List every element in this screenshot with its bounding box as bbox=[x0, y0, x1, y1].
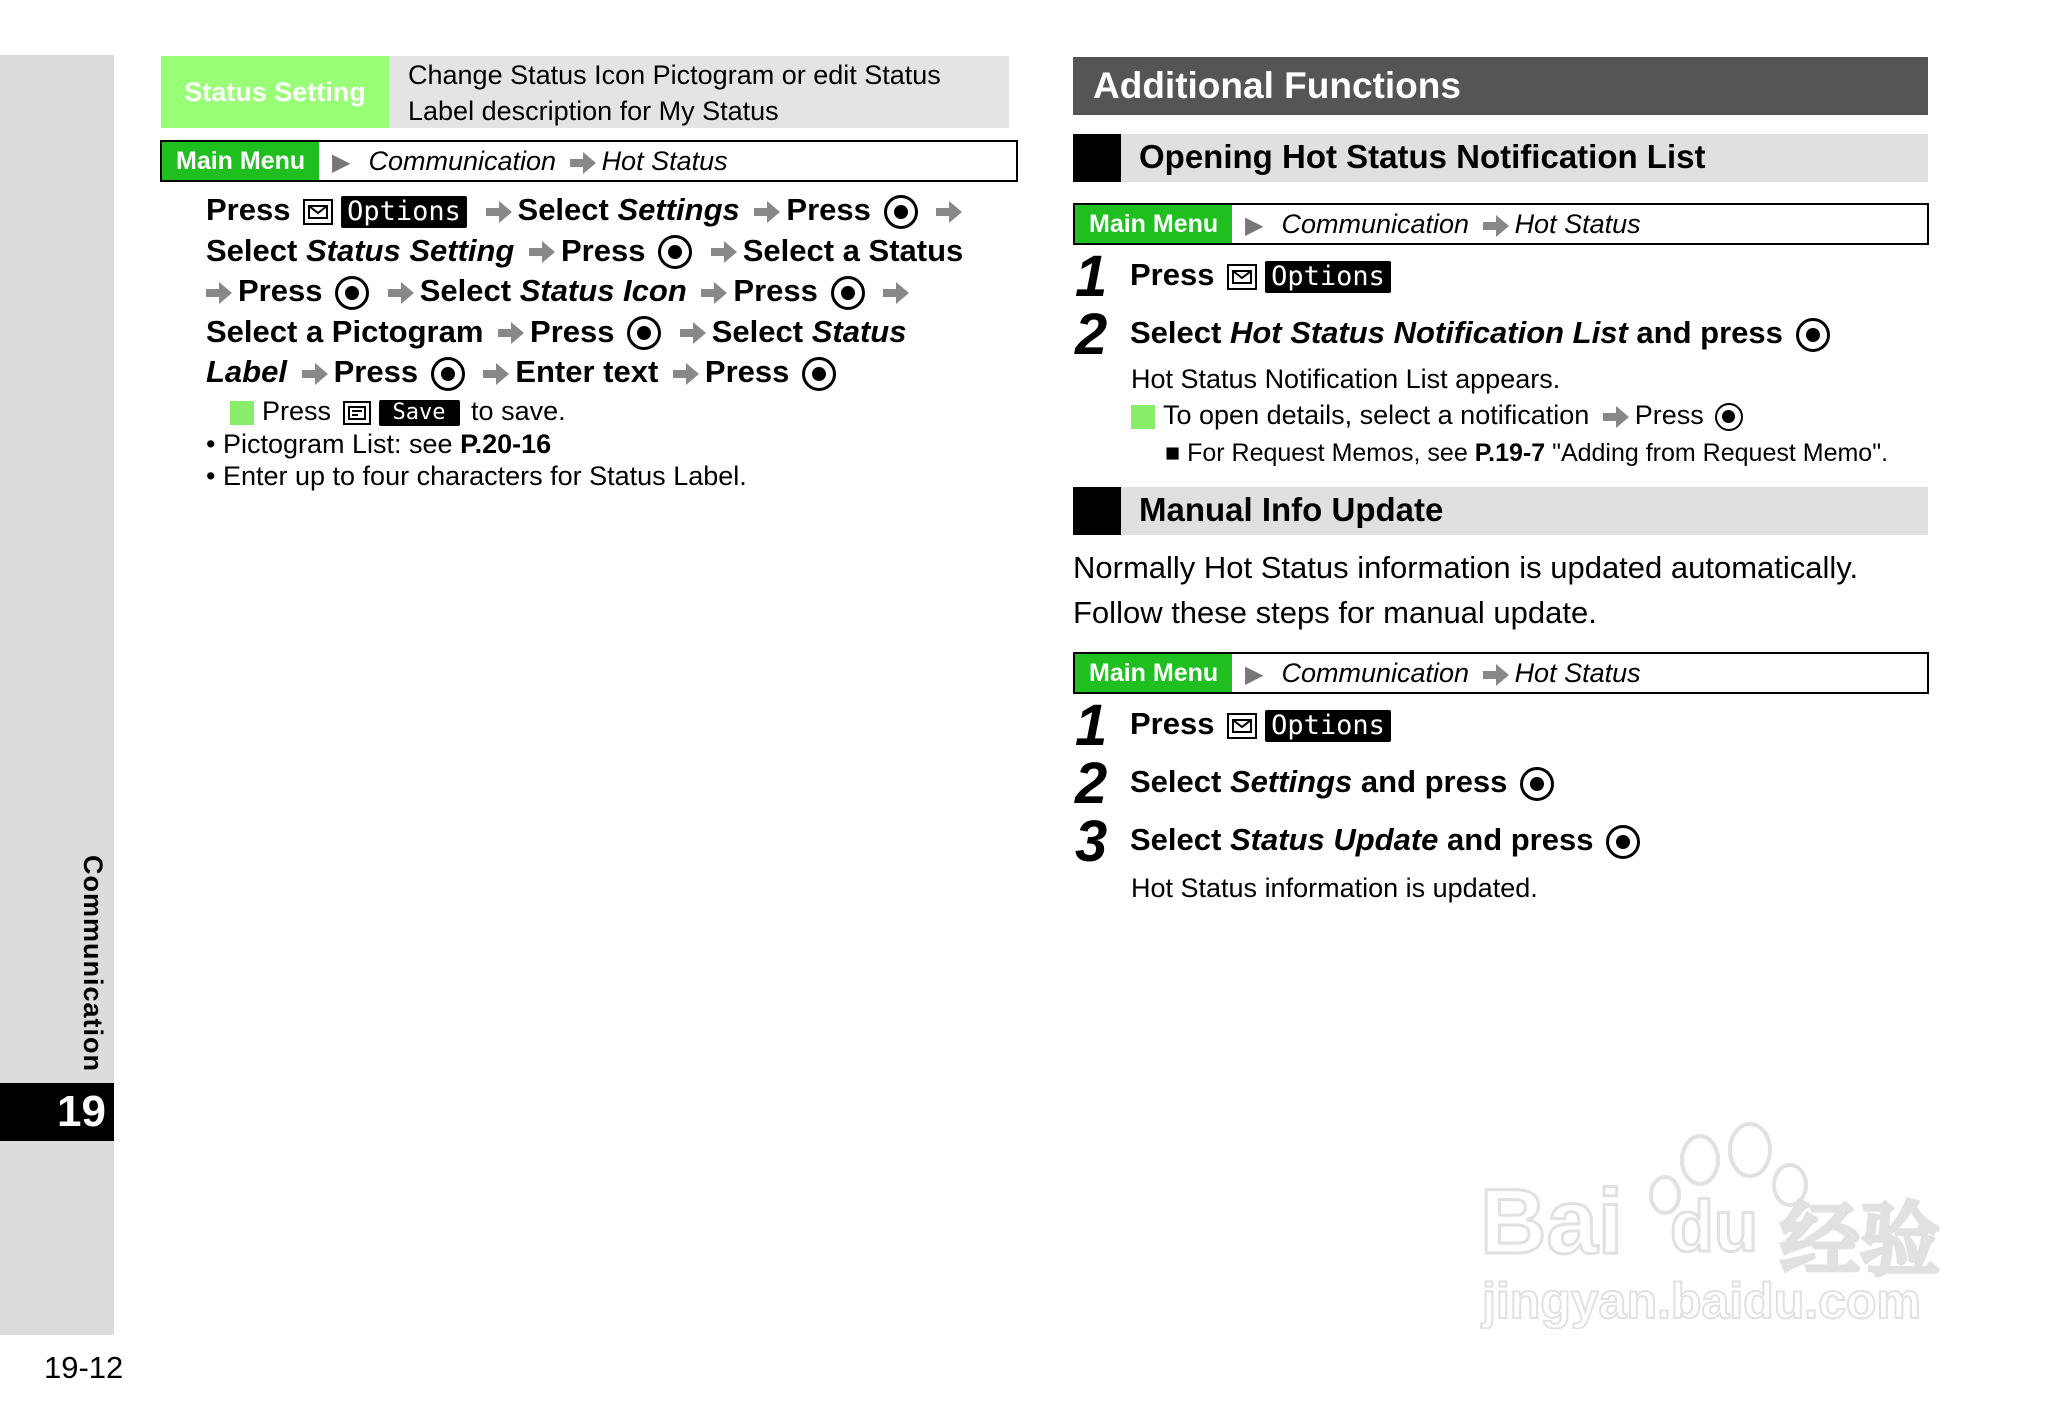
arrow-right-icon bbox=[302, 363, 328, 385]
instruction-line-5: Label Press Enter text Press bbox=[206, 352, 1026, 393]
main-menu-tag: Main Menu bbox=[162, 142, 319, 180]
arrow-right-icon bbox=[883, 282, 909, 304]
center-key-icon bbox=[1796, 318, 1830, 352]
mail-key-icon bbox=[303, 199, 333, 225]
main-menu-tag: Main Menu bbox=[1075, 205, 1232, 243]
manual-update-result: Hot Status information is updated. bbox=[1131, 873, 1538, 903]
options-softkey: Options bbox=[1265, 261, 1391, 293]
save-hint: Press Save to save. bbox=[230, 394, 566, 428]
arrow-right-icon bbox=[498, 322, 524, 344]
watermark-brand: Bai bbox=[1480, 1171, 1624, 1273]
arrow-right-icon bbox=[570, 152, 596, 174]
menu-path: ▶ Communication Hot Status bbox=[332, 146, 728, 176]
arrow-right-icon bbox=[754, 201, 780, 223]
page-number: 19-12 bbox=[44, 1350, 124, 1385]
notification-tip: To open details, select a notification Press bbox=[1131, 398, 1747, 432]
play-triangle-icon: ▶ bbox=[332, 149, 351, 176]
watermark-brand-2: du bbox=[1670, 1187, 1758, 1267]
arrow-right-icon bbox=[529, 241, 555, 263]
center-key-icon bbox=[831, 276, 865, 310]
mail-key-icon bbox=[1227, 264, 1257, 290]
arrow-right-icon bbox=[206, 282, 232, 304]
options-softkey: Options bbox=[1265, 710, 1391, 742]
watermark-url: jingyan.baidu.com bbox=[1482, 1273, 1921, 1329]
status-setting-instructions bbox=[206, 190, 1026, 393]
watermark-cn: 经验 bbox=[1780, 1194, 1940, 1287]
menu-path-bar bbox=[1073, 652, 1929, 694]
center-key-icon bbox=[431, 357, 465, 391]
arrow-right-icon bbox=[936, 201, 962, 223]
center-key-icon bbox=[335, 276, 369, 310]
arrow-right-icon bbox=[1483, 664, 1509, 686]
status-setting-tag: Status Setting bbox=[161, 56, 389, 128]
center-key-icon bbox=[1606, 825, 1640, 859]
main-menu-tag: Main Menu bbox=[1075, 654, 1232, 692]
center-key-icon bbox=[802, 357, 836, 391]
arrow-right-icon bbox=[483, 363, 509, 385]
memo-key-icon bbox=[343, 401, 371, 425]
save-softkey: Save bbox=[379, 400, 460, 426]
instruction-line-1: Press Options Select Settings Press bbox=[206, 190, 1026, 231]
status-setting-description: Change Status Icon Pictogram or edit Status Label description for My Status bbox=[408, 60, 941, 126]
chapter-number: 19 bbox=[0, 1083, 114, 1141]
additional-functions-title: Additional Functions bbox=[1073, 57, 1928, 115]
arrow-right-icon bbox=[1483, 215, 1509, 237]
notification-list-heading: Opening Hot Status Notification List bbox=[1073, 134, 1928, 182]
notification-result: Hot Status Notification List appears. bbox=[1131, 364, 1561, 394]
arrow-right-icon bbox=[388, 282, 414, 304]
center-key-icon bbox=[884, 195, 918, 229]
menu-path: ▶ Communication Hot Status bbox=[1245, 209, 1641, 239]
arrow-right-icon bbox=[701, 282, 727, 304]
menu-path-bar bbox=[1073, 203, 1929, 245]
request-memo-note: ■ For Request Memos, see P.19-7 "Adding from Request Memo". bbox=[1165, 439, 1889, 467]
chapter-sidebar bbox=[0, 55, 114, 1335]
status-setting-notes bbox=[206, 428, 747, 492]
center-key-icon bbox=[1520, 767, 1554, 801]
arrow-right-icon bbox=[711, 241, 737, 263]
instruction-line-2: Select Status Setting Press Select a Status bbox=[206, 232, 964, 268]
tip-marker-icon bbox=[1131, 405, 1155, 429]
note-status-label-length: • Enter up to four characters for Status Label. bbox=[206, 460, 747, 492]
center-key-icon bbox=[1715, 403, 1743, 431]
play-triangle-icon: ▶ bbox=[1245, 661, 1264, 688]
instruction-line-4: Select a Pictogram Press Select Status bbox=[206, 313, 907, 349]
arrow-right-icon bbox=[1603, 406, 1629, 428]
center-key-icon bbox=[658, 235, 692, 269]
tip-marker-icon bbox=[230, 401, 254, 425]
baidu-watermark bbox=[1480, 1110, 1960, 1340]
center-key-icon bbox=[627, 316, 661, 350]
menu-path: ▶ Communication Hot Status bbox=[1245, 658, 1641, 688]
section-label: Communication bbox=[78, 855, 108, 1073]
options-softkey: Options bbox=[341, 196, 467, 228]
play-triangle-icon: ▶ bbox=[1245, 212, 1264, 239]
mail-key-icon bbox=[1227, 713, 1257, 739]
status-setting-header bbox=[161, 56, 1009, 128]
square-bullet-icon: ■ bbox=[1165, 439, 1181, 467]
note-pictogram-list: • Pictogram List: see P.20-16 bbox=[206, 428, 747, 460]
arrow-right-icon bbox=[680, 322, 706, 344]
manual-update-heading: Manual Info Update bbox=[1073, 487, 1928, 535]
menu-path-bar bbox=[160, 140, 1018, 182]
arrow-right-icon bbox=[673, 363, 699, 385]
instruction-line-3: Press Select Status Icon Press bbox=[206, 271, 1026, 312]
arrow-right-icon bbox=[486, 201, 512, 223]
manual-update-intro: Normally Hot Status information is updated automatically. Follow these steps for manual update. bbox=[1073, 550, 1859, 630]
